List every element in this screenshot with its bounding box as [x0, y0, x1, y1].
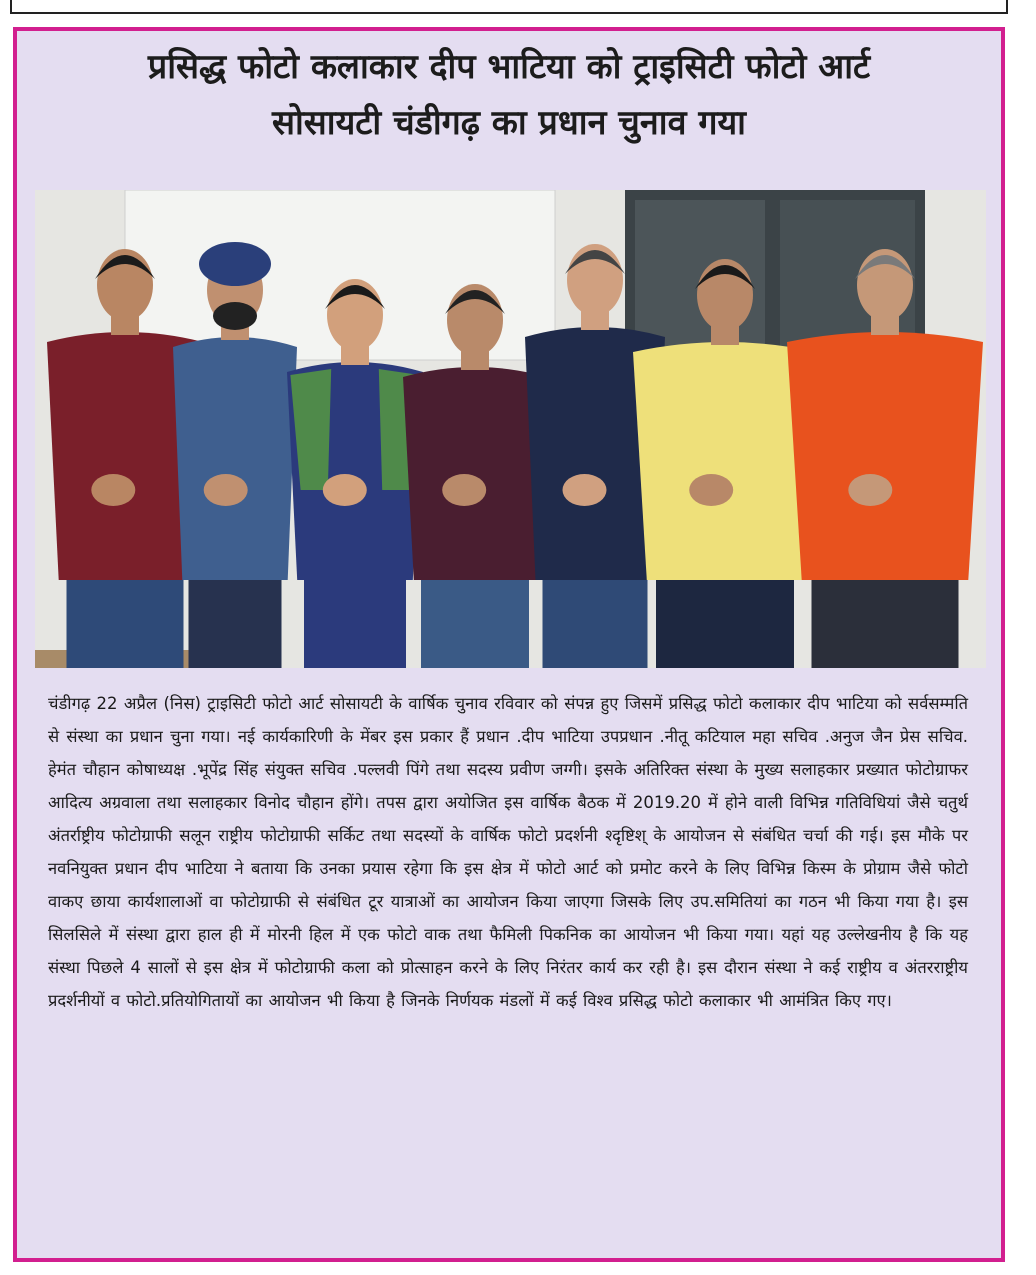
group-photo-illustration	[35, 190, 986, 668]
person-6-pants	[656, 570, 794, 668]
person-7-hands	[848, 474, 892, 506]
person-2-pants	[189, 570, 282, 668]
person-5-pants	[543, 570, 648, 668]
person-7-pants	[812, 570, 959, 668]
person-6-hands	[689, 474, 733, 506]
person-4-pants	[421, 570, 529, 668]
headline-line-1: प्रसिद्ध फोटो कलाकार दीप भाटिया को ट्राइसिटी फोटो आर्ट	[147, 47, 871, 87]
previous-article-strip	[0, 0, 1036, 20]
person-2-turban	[199, 242, 271, 286]
person-3-hands	[323, 474, 367, 506]
person-4-shirt	[403, 367, 547, 580]
person-4-hands	[442, 474, 486, 506]
person-1-hands	[91, 474, 135, 506]
person-1-pants	[67, 570, 184, 668]
person-2-beard	[213, 302, 257, 330]
person-2-shirt	[173, 337, 297, 580]
news-article-card	[13, 27, 1005, 1262]
group-photo	[35, 190, 986, 668]
headline-line-2: सोसायटी चंडीगढ़ का प्रधान चुनाव गया	[272, 103, 746, 143]
previous-article-box	[10, 0, 1008, 14]
person-7-shirt	[787, 332, 983, 580]
person-3-pants	[304, 570, 406, 668]
article-body: चंडीगढ़ 22 अप्रैल (निस) ट्राइसिटी फोटो आर्ट सोसायटी के वार्षिक चुनाव रविवार को संपन्न हुए जिसमें प्रसिद्ध फोटो कलाकार दीप भाटिया को सर्वसम्मति से संस्था का प्रधान चुना गया। नई कार्यकारिणी के मेंबर इस प्रकार हैं प्रधान .दीप भाटिया उपप्रधान .नीतू कटियाल महा सचिव .अनुज जैन प्रेस सचिव. हेमंत चौहान कोषाध्यक्ष .भूपेंद्र सिंह संयुक्त सचिव .पल्लवी पिंगे तथा सदस्य प्रवीण जग्गी। इसके अतिरिक्त संस्था के मुख्य सलाहकार प्रख्यात फोटोग्राफर आदित्य अग्रवाला तथा सलाहकार विनोद चौहान होंगे। तपस द्वारा अयोजित इस वार्षिक बैठक में 2019.20 में होने वाली विभिन्न गतिविधियां जैसे चतुर्थ अंतर्राष्ट्रीय फोटोग्राफी सलून राष्ट्रीय फोटोग्राफी सर्किट तथा सदस्यों के वार्षिक फोटो प्रदर्शनी श्दृष्टिश् के आयोजन से संबंधित चर्चा की गई। इस मौके पर नवनियुक्त प्रधान दीप भाटिया ने बताया कि उनका प्रयास रहेगा कि इस क्षेत्र में फोटो आर्ट को प्रमोट करने के लिए विभिन्न किस्म के प्रोग्राम जैसे फोटो वाकए छाया कार्यशालाओं वा फोटोग्राफी से संबंधित टूर यात्राओं का आयोजन किया जाएगा जिसके लिए उप.समितियां का गठन भी किया गया है। इस सिलसिले में संस्था द्वारा हाल ही में मोरनी हिल में एक फोटो वाक तथा फैमिली पिकनिक का आयोजन भी किया गया। यहां यह उल्लेखनीय है कि यह संस्था पिछले 4 सालों से इस क्षेत्र में फोटोग्राफी कला को प्रोत्साहन करने के लिए निरंतर कार्य कर रही है। इस दौरान संस्था ने कई राष्ट्रीय व अंतरराष्ट्रीय प्रदर्शनीयों व फोटो.प्रतियोगितायों का आयोजन भी किया है जिनके निर्णयक मंडलों में कई विश्व प्रसिद्ध फोटो कलाकार भी आमंत्रित किए गए।	[48, 694, 968, 1010]
person-2-hands	[204, 474, 248, 506]
person-5-hands	[563, 474, 607, 506]
article-headline	[17, 39, 1001, 151]
